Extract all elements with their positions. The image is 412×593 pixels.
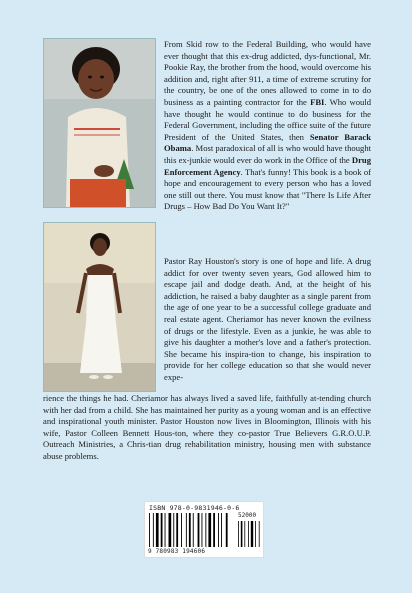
daughter-photo (43, 222, 156, 392)
bold-dea: Drug Enforcement Agency (164, 154, 371, 177)
isbn-number: ISBN 978-0-9831946-0-6 (149, 504, 240, 512)
story-paragraph: Pastor Ray Houston's story is one of hope and life. A drug addict for over twenty seven years, God allowed him to escape jail and dodge death. And, at the height of his addiction, he raised a baby daughter as a single parent from the age of one year to be a successful college graduate and real estate agent. Cheriamor has never known the evilness of drugs or the lifestyle. Even as a junkie, he was able to give his daughter a mother's love and a father's protection. She became his inspira-tion to change, his inspiration to provide for her college education so that she would never expe- (164, 256, 371, 382)
child-photo (43, 38, 156, 208)
barcode-digits: 9 780983 194606 (148, 548, 206, 555)
bold-senator: Senator Barack Obama (164, 131, 371, 154)
story-paragraph-continued: rience the things he had. Cheriamor has always lived a saved life, faithfully at-tending church with her dad from a child. She has maintained her purity as a young woman and is an effective and inspirational youth minister. Pastor Houston now lives in Bloomington, Illinois with his wife, Pastor Colleen Bennett Hous-ton, where they co-pastor True Believers G.R.O.U.P. Outreach Ministries, a Chris-tian drug rehabilitation ministry, housing men with substance abuse problems. (43, 393, 371, 461)
bold-fbi: FBI (310, 96, 325, 107)
intro-paragraph: From Skid row to the Federal Building, who would have ever thought that this ex-drug addicted, dys-functional, Mr. Pookie Ray, the brother from the hood, would overcome his addition and, right after 911, a time of extreme scrutiny for the country, be one of the ones allowed to come in to do business as a painting contractor for the FBI. Who would have thought he would continue to do business for the Federal Government, including the office suite of the future President of the United States, then Senator Barack Obama. Most paradoxical of all is who would have thought this ex-junkie would ever do work in the Office of the Drug Enforcement Agency. That's funny! This book is a book of hope and encouragement to every person who has a loved one still out there. You must know that "There Is Life After Drugs – How Bad Do You Want It?" (164, 39, 372, 212)
isbn-barcode (144, 501, 264, 558)
price-code: 52000 (238, 512, 257, 519)
